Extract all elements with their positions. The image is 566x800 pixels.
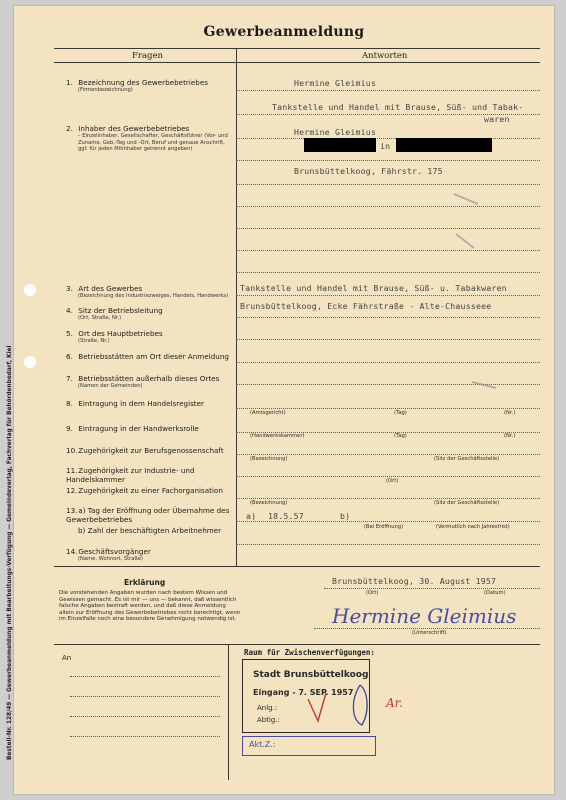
signature: Hermine Gleimius <box>332 604 517 628</box>
label-tag: (Tag) <box>394 410 407 416</box>
label-handwerkskammer: (Handwerkskammer) <box>250 433 305 439</box>
declaration-title: Erklärung <box>124 578 166 587</box>
label-bezeichnung: (Bezeichnung) <box>250 456 288 462</box>
stamp-line-2: Eingang - 7. SEP. 1957 <box>253 688 354 697</box>
redaction-box <box>304 138 376 152</box>
label-ort: (Ort) <box>386 478 399 484</box>
answer-line <box>236 476 540 477</box>
bottom-column-divider <box>228 644 229 780</box>
an-line <box>70 676 220 677</box>
pencil-marks <box>444 186 504 396</box>
answer-13a-prefix: a) <box>246 511 257 521</box>
table-top-rule <box>54 48 540 49</box>
header-antworten: Antworten <box>362 51 408 61</box>
an-line <box>70 696 220 697</box>
akz-stamp <box>242 736 376 756</box>
an-line <box>70 716 220 717</box>
label-nr: (Nr.) <box>504 410 516 416</box>
answer-line <box>236 138 540 139</box>
an-label: An <box>62 654 72 662</box>
label-ort-2: (Ort) <box>366 590 379 596</box>
question-13a: 13. a) Tag der Eröffnung oder Übernahme des Gewerbebetriebes <box>66 506 230 524</box>
redaction-box <box>396 138 492 152</box>
label-nr-2: (Nr.) <box>504 433 516 439</box>
question-14: 14. Geschäftsvorgänger (Name, Wohnort, Straße) <box>66 547 151 562</box>
form-sheet <box>14 6 554 794</box>
answer-1-name: Hermine Gleimius <box>294 78 377 88</box>
header-fragen: Fragen <box>132 51 163 61</box>
label-sitz: (Sitz der Geschäftsstelle) <box>434 456 500 462</box>
declaration-text: Die vorstehenden Angaben wurden nach bestem Wissen und Gewissen gemacht. Es ist mir — uns — bekannt, daß wissentlich falsche Angaben bestraft werden, und daß diese Anmeldung allein zur Eröffnung des Gewerbebetriebes nicht berechtigt, wenn im Einzelfalle noch eine besondere Genehmigung notwendig ist. <box>59 590 241 623</box>
answer-line <box>236 454 540 455</box>
question-10: 10. Zugehörigkeit zur Berufsgenossenschaft <box>66 446 224 455</box>
question-4: 4. Sitz der Betriebsleitung (Ort, Straße, Nr.) <box>66 306 163 321</box>
bottom-divider <box>54 644 540 645</box>
answer-1-business: Tankstelle und Handel mit Brause, Süß- und Tabak- <box>272 102 524 112</box>
question-11: 11. Zugehörigkeit zur Industrie- und Handelskammer <box>66 466 195 484</box>
question-1: 1. Bezeichnung des Gewerbebetriebes (Firmenbezeichnung) <box>66 78 209 93</box>
label-bei-eroeffnung: (Bei Eröffnung) <box>364 524 404 530</box>
signature-line <box>314 628 540 629</box>
label-sitz-2: (Sitz der Geschäftsstelle) <box>434 500 500 506</box>
column-divider <box>236 48 237 566</box>
answer-2-owner: Hermine Gleimius <box>294 127 377 137</box>
answer-line <box>236 544 540 545</box>
question-8: 8. Eintragung in dem Handelsregister <box>66 399 205 408</box>
label-unterschrift: (Unterschrift) <box>412 630 447 636</box>
place-date: Brunsbüttelkoog, 30. August 1957 <box>332 576 497 586</box>
red-initial: Ar. <box>386 696 403 710</box>
label-datum: (Datum) <box>484 590 506 596</box>
form-title: Gewerbeanmeldung <box>203 24 365 40</box>
question-12: 12. Zugehörigkeit zu einer Fachorganisation <box>66 486 223 495</box>
akz-label: Akt.Z.: <box>249 740 276 749</box>
question-5: 5. Ort des Hauptbetriebes (Straße, Nr.) <box>66 329 163 344</box>
answer-1-business-cont: waren <box>484 114 510 124</box>
answer-2-in: in <box>380 141 391 151</box>
punch-hole <box>24 356 36 368</box>
answer-line <box>236 521 540 522</box>
stamp-pen-marks <box>304 681 384 731</box>
label-vermutlich: (Vermutlich nach Jahresfrist) <box>436 524 510 530</box>
answer-3-type: Tankstelle und Handel mit Brause, Süß- u. Tabakwaren <box>240 283 507 293</box>
header-bottom-rule <box>54 62 540 63</box>
question-9: 9. Eintragung in der Handwerksrolle <box>66 424 199 433</box>
answer-2-address: Brunsbüttelkoog, Fährstr. 175 <box>294 166 443 176</box>
answer-13b-prefix: b) <box>340 511 351 521</box>
stamp-line-3: Anlg.: <box>257 704 278 712</box>
answer-13a-date: 18.5.57 <box>268 511 304 521</box>
stamp-line-4: Abtig.: <box>257 716 280 724</box>
question-6: 6. Betriebsstätten am Ort dieser Anmeldung <box>66 352 229 361</box>
question-7: 7. Betriebsstätten außerhalb dieses Ortes (Namen der Gemeinden) <box>66 374 220 389</box>
question-2: 2. Inhaber des Gewerbebetriebes – Einzelinhaber, Gesellschafter, Geschäftsführer (Vor- und Zuname, Geb.-Tag und -Ort, Beruf und genaue Anschrift, ggf. für jeden Mitinhaber getrennt angeben) <box>66 124 228 152</box>
answer-line <box>236 184 540 185</box>
label-amtsgericht: (Amtsgericht) <box>250 410 286 416</box>
answer-line <box>236 408 540 409</box>
answer-line <box>236 90 540 91</box>
table-bottom-rule <box>54 566 540 567</box>
punch-hole <box>24 284 36 296</box>
label-tag-2: (Tag) <box>394 433 407 439</box>
label-bezeichnung-2: (Bezeichnung) <box>250 500 288 506</box>
place-date-line <box>324 588 540 589</box>
an-line <box>70 736 220 737</box>
answer-4-location: Brunsbüttelkoog, Ecke Fährstraße - Alte-Chausseee <box>240 301 492 311</box>
question-3: 3. Art des Gewerbes (Bezeichnung des Industriezweiges, Handels, Handwerks) <box>66 284 229 299</box>
spine-print: Bestell-Nr. 128/49 — Gewerbeanmeldung mit Bearbeitungs-Verfügung — Gemeindeverlag, Fachverlag für Behördenbedarf, Kiel <box>7 345 13 760</box>
question-13b: b) Zahl der beschäftigten Arbeitnehmer <box>78 526 222 535</box>
answer-line <box>236 160 540 161</box>
raum-label: Raum für Zwischenverfügungen: <box>244 648 375 657</box>
answer-line <box>236 498 540 499</box>
stamp-line-1: Stadt Brunsbüttelkoog <box>253 670 369 680</box>
